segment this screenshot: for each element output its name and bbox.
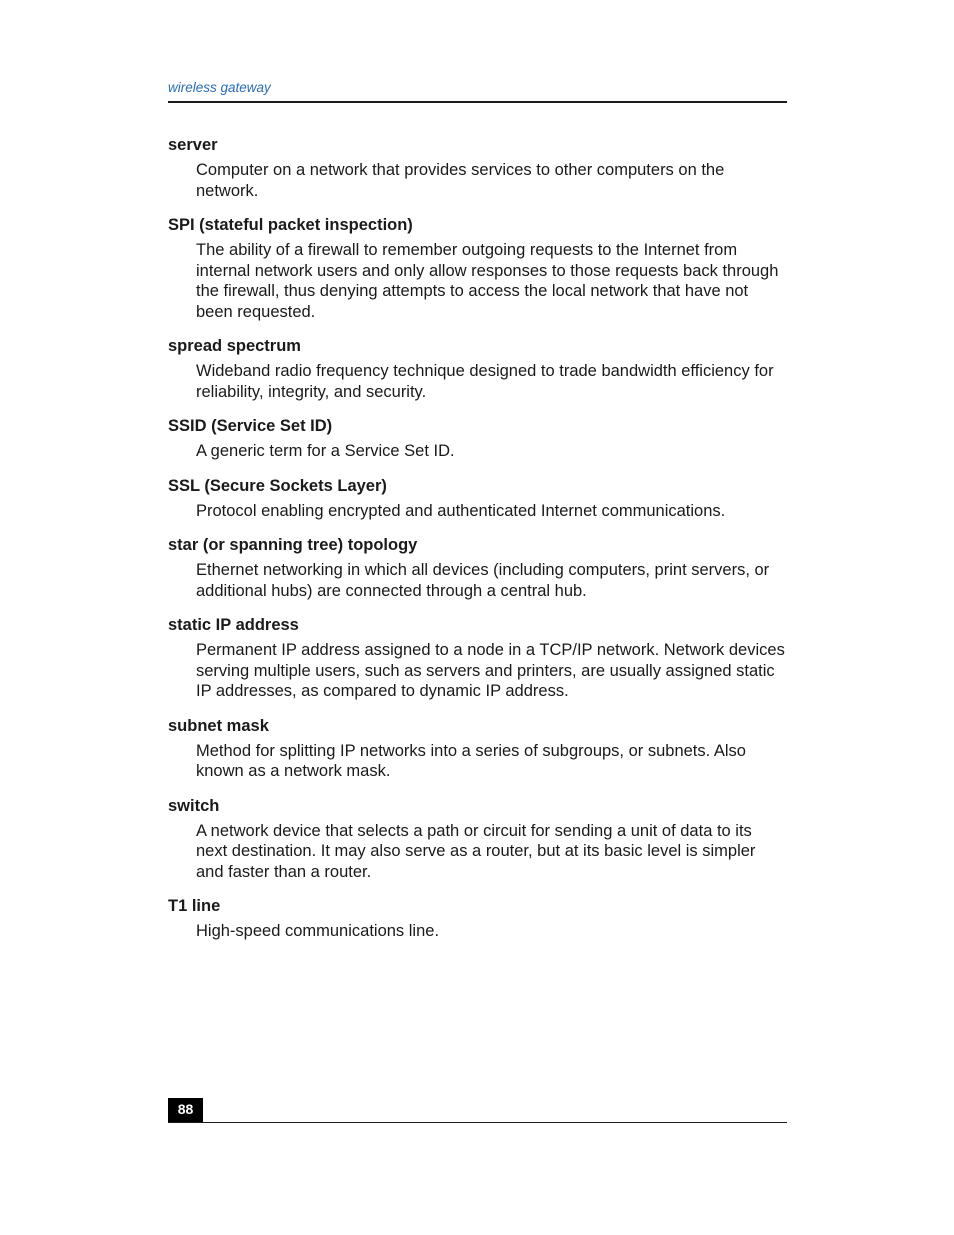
glossary-definition: The ability of a firewall to remember outgoing requests to the Internet from internal network users and only allow responses to those requests back through the firewall, thus denying attempts to access the local network that have not been requested. xyxy=(196,241,779,321)
page-footer xyxy=(168,1098,787,1123)
glossary-definition: Method for splitting IP networks into a series of subgroups, or subnets. Also known as a network mask. xyxy=(196,741,746,780)
glossary-term: subnet mask xyxy=(168,716,269,735)
glossary-entry-star-topology xyxy=(168,534,787,601)
glossary-definition: Ethernet networking in which all devices (including computers, print servers, or additional hubs) are connected through a central hub. xyxy=(196,561,770,600)
glossary-list xyxy=(168,134,787,955)
glossary-definition: A network device that selects a path or circuit for sending a unit of data to its next destination. It may also serve as a router, but at its basic level is simpler and faster than a router. xyxy=(196,821,756,881)
glossary-definition: Permanent IP address assigned to a node in a TCP/IP network. Network devices serving multiple users, such as servers and printers, are usually assigned static IP addresses, as compared to dynamic IP address. xyxy=(196,641,785,700)
glossary-term: server xyxy=(168,136,218,154)
glossary-entry-ssid xyxy=(168,415,787,462)
glossary-term: SSID (Service Set ID) xyxy=(168,417,333,435)
glossary-definition: Computer on a network that provides services to other computers on the network. xyxy=(196,161,725,200)
glossary-term: switch xyxy=(168,796,220,815)
glossary-term: T1 line xyxy=(168,897,221,915)
glossary-entry-subnet-mask xyxy=(168,715,787,782)
page-number: 88 xyxy=(168,1098,203,1122)
glossary-entry-server xyxy=(168,134,787,201)
glossary-term: SPI (stateful packet inspection) xyxy=(168,216,413,234)
glossary-entry-static-ip xyxy=(168,614,787,702)
glossary-definition: Protocol enabling encrypted and authenticated Internet communications. xyxy=(196,501,726,520)
glossary-entry-switch xyxy=(168,795,787,883)
glossary-term: static IP address xyxy=(168,616,299,634)
glossary-term: SSL (Secure Sockets Layer) xyxy=(168,476,387,495)
glossary-entry-spread-spectrum xyxy=(168,335,787,402)
glossary-entry-ssl xyxy=(168,475,787,522)
glossary-term: spread spectrum xyxy=(168,337,301,355)
glossary-entry-spi xyxy=(168,214,787,322)
running-header-title: wireless gateway xyxy=(168,80,271,95)
glossary-definition: A generic term for a Service Set ID. xyxy=(196,442,455,460)
running-header xyxy=(168,80,787,103)
glossary-definition: Wideband radio frequency technique designed to trade bandwidth efficiency for reliability, integrity, and security. xyxy=(196,362,774,401)
glossary-term: star (or spanning tree) topology xyxy=(168,536,418,554)
glossary-definition: High-speed communications line. xyxy=(196,922,440,940)
glossary-entry-t1-line xyxy=(168,895,787,942)
